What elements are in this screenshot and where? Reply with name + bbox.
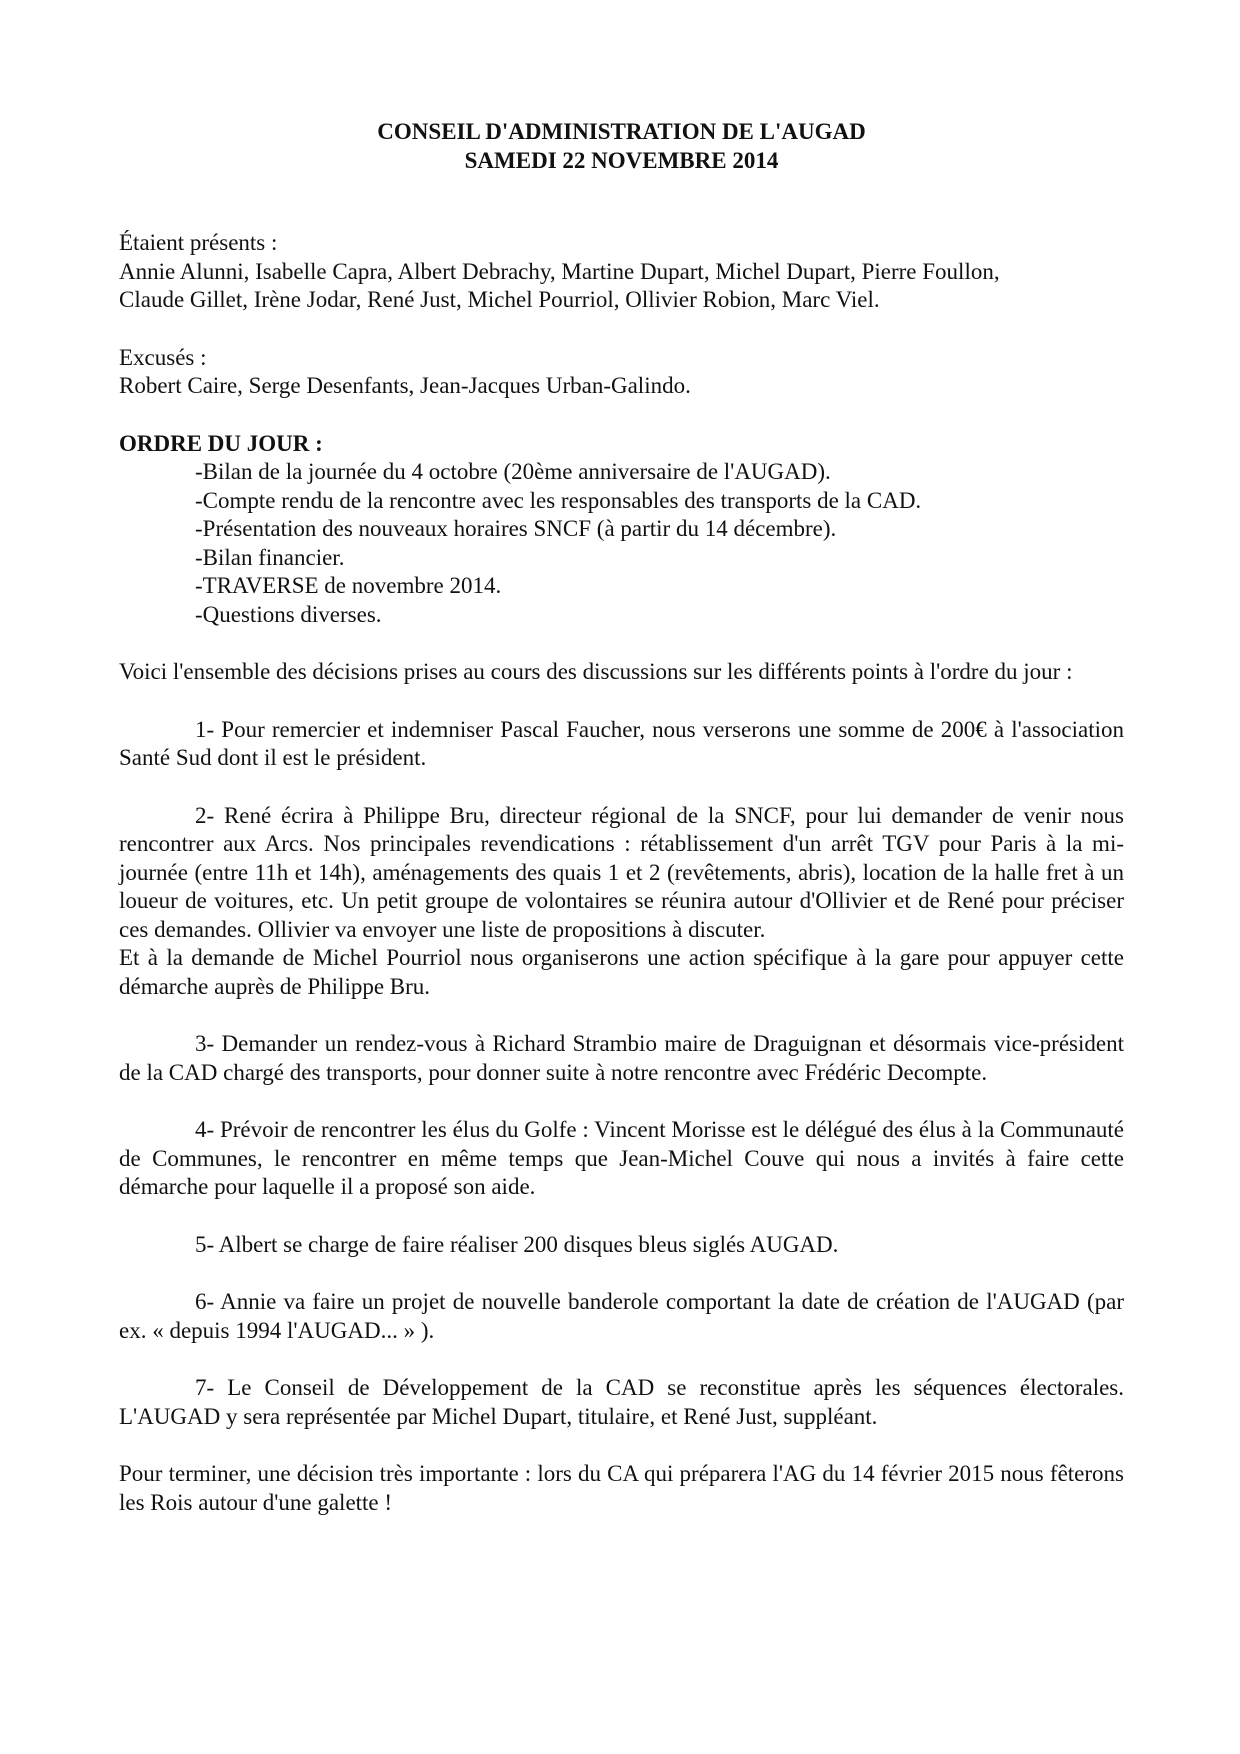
- decision-7: 7- Le Conseil de Développement de la CAD se reconstitue après les séquences électorales. L'AUGAD y sera représentée par Michel Dupart, titulaire, et René Just, suppléant.: [119, 1375, 1124, 1429]
- title-line-1: CONSEIL D'ADMINISTRATION DE L'AUGAD: [377, 119, 866, 144]
- agenda-item: -Présentation des nouveaux horaires SNCF (à partir du 14 décembre).: [195, 516, 837, 541]
- decision-4: 4- Prévoir de rencontrer les élus du Golfe : Vincent Morisse est le délégué des élus à la Communauté de Communes, le rencontrer en même temps que Jean-Michel Couve qui nous a invités à faire cette démarche pour laquelle il a proposé son aide.: [119, 1117, 1124, 1199]
- decision-2: [119, 802, 1124, 1002]
- document-page: [119, 118, 1124, 1517]
- conclusion: Pour terminer, une décision très importante : lors du CA qui préparera l'AG du 14 février 2015 nous fêterons les Rois autour d'une galette !: [119, 1461, 1124, 1515]
- agenda-section: [119, 430, 1124, 630]
- gap: [119, 401, 1124, 430]
- agenda-list: [119, 458, 1124, 629]
- agenda-heading: ORDRE DU JOUR :: [119, 430, 323, 456]
- gap: [119, 687, 1124, 716]
- agenda-item: -Questions diverses.: [195, 601, 382, 627]
- presents-names-line-1: Annie Alunni, Isabelle Capra, Albert Debrachy, Martine Dupart, Michel Dupart, Pierre Foullon,: [119, 258, 1000, 284]
- excuses-label: Excusés :: [119, 344, 207, 370]
- agenda-item: -TRAVERSE de novembre 2014.: [195, 573, 502, 598]
- presents-names-line-2: Claude Gillet, Irène Jodar, René Just, Michel Pourriol, Ollivier Robion, Marc Viel.: [119, 287, 880, 312]
- excuses-names: Robert Caire, Serge Desenfants, Jean-Jacques Urban-Galindo.: [119, 373, 691, 398]
- presents-section: [119, 229, 1124, 315]
- decision-6: 6- Annie va faire un projet de nouvelle banderole comportant la date de création de l'AUGAD (par ex. « depuis 1994 l'AUGAD... » ).: [119, 1289, 1124, 1343]
- presents-label: Étaient présents :: [119, 230, 278, 255]
- title-line-2: SAMEDI 22 NOVEMBRE 2014: [464, 147, 779, 173]
- gap: [119, 1001, 1124, 1030]
- gap: [119, 629, 1124, 658]
- gap: [119, 1431, 1124, 1460]
- decision-2-text: 2- René écrira à Philippe Bru, directeur régional de la SNCF, pour lui demander de venir nous rencontrer aux Arcs. Nos principales revendications : rétablissement d'un arrêt TGV pour Paris à la mi-journée (entre 11h et 14h), aménagements des quais 1 et 2 (revêtements, abris), location de la halle fret à un loueur de voitures, etc. Un petit groupe de volontaires se réunira autour d'Ollivier et de René pour préciser ces demandes. Ollivier va envoyer une liste de propositions à discuter.: [119, 802, 1124, 942]
- decision-5: 5- Albert se charge de faire réaliser 200 disques bleus siglés AUGAD.: [195, 1231, 839, 1257]
- gap: [119, 773, 1124, 802]
- gap: [119, 1202, 1124, 1231]
- decision-2-followup: Et à la demande de Michel Pourriol nous organiserons une action spécifique à la gare pour appuyer cette démarche auprès de Philippe Bru.: [119, 945, 1124, 999]
- gap: [119, 1345, 1124, 1374]
- agenda-item: -Bilan de la journée du 4 octobre (20ème anniversaire de l'AUGAD).: [195, 459, 831, 484]
- document-title: [119, 118, 1124, 175]
- decision-1: 1- Pour remercier et indemniser Pascal Faucher, nous verserons une somme de 200€ à l'association Santé Sud dont il est le président.: [119, 716, 1124, 770]
- gap: [119, 315, 1124, 344]
- gap: [119, 1259, 1124, 1288]
- excuses-section: [119, 344, 1124, 401]
- title-spacer: [119, 175, 1124, 229]
- agenda-item: -Bilan financier.: [195, 544, 345, 570]
- decision-3: 3- Demander un rendez-vous à Richard Strambio maire de Draguignan et désormais vice-président de la CAD chargé des transports, pour donner suite à notre rencontre avec Frédéric Decompte.: [119, 1031, 1124, 1085]
- decisions-intro: Voici l'ensemble des décisions prises au cours des discussions sur les différents points à l'ordre du jour :: [119, 659, 1073, 684]
- gap: [119, 1087, 1124, 1116]
- agenda-item: -Compte rendu de la rencontre avec les responsables des transports de la CAD.: [195, 487, 922, 513]
